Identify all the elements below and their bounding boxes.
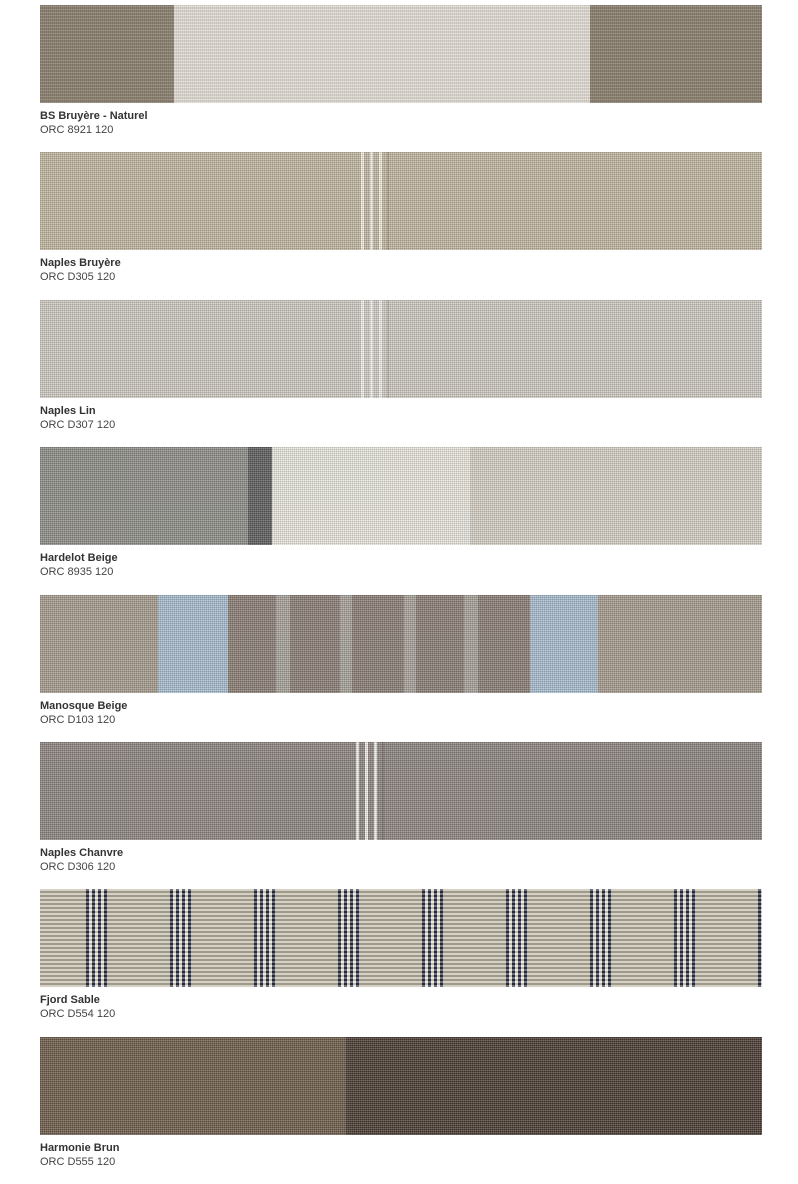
fabric-band bbox=[248, 447, 272, 545]
swatch-name: Manosque Beige bbox=[40, 699, 128, 712]
pinstripe bbox=[361, 300, 364, 398]
swatch-code: ORC D306 120 bbox=[40, 860, 116, 873]
fabric-band bbox=[272, 447, 470, 545]
swatch-item bbox=[40, 1037, 762, 1184]
pinstripe bbox=[379, 300, 382, 398]
pinstripe bbox=[387, 300, 389, 398]
swatch-name: Naples Lin bbox=[40, 404, 96, 417]
swatch-name: Hardelot Beige bbox=[40, 552, 118, 565]
swatch-caption bbox=[40, 1141, 762, 1169]
fabric-swatch-naples-lin[interactable] bbox=[40, 300, 762, 398]
pinstripe bbox=[356, 742, 359, 840]
pinstripe bbox=[276, 595, 290, 693]
swatch-item bbox=[40, 447, 762, 594]
fabric-band bbox=[598, 595, 762, 693]
pinstripe bbox=[361, 152, 364, 250]
swatch-name: Fjord Sable bbox=[40, 994, 100, 1007]
swatch-item bbox=[40, 300, 762, 447]
pinstripe bbox=[382, 742, 384, 840]
swatch-item bbox=[40, 595, 762, 742]
pinstripe bbox=[379, 152, 382, 250]
swatch-item bbox=[40, 742, 762, 889]
swatch-code: ORC D555 120 bbox=[40, 1155, 116, 1168]
fabric-swatch-bs-bruyere-naturel[interactable] bbox=[40, 5, 762, 103]
fabric-swatch-naples-chanvre[interactable] bbox=[40, 742, 762, 840]
swatch-caption bbox=[40, 109, 762, 137]
pinstripe bbox=[387, 152, 389, 250]
swatch-code: ORC D554 120 bbox=[40, 1008, 116, 1021]
swatch-code: ORC D305 120 bbox=[40, 271, 116, 284]
swatch-name: Naples Chanvre bbox=[40, 846, 124, 859]
fabric-band bbox=[470, 447, 762, 545]
fabric-band bbox=[346, 1037, 762, 1135]
fabric-band bbox=[174, 5, 590, 103]
pinstripe bbox=[404, 595, 416, 693]
swatch-code: ORC D307 120 bbox=[40, 418, 116, 431]
fabric-band bbox=[40, 447, 248, 545]
fabric-swatch-list bbox=[40, 5, 762, 1184]
swatch-code: ORC 8935 120 bbox=[40, 566, 114, 579]
swatch-code: ORC D103 120 bbox=[40, 713, 116, 726]
fabric-swatch-harmonie-brun[interactable] bbox=[40, 1037, 762, 1135]
swatch-caption bbox=[40, 993, 762, 1021]
fabric-band bbox=[530, 595, 598, 693]
swatch-item bbox=[40, 889, 762, 1036]
swatch-name: Naples Bruyère bbox=[40, 257, 121, 270]
fabric-band bbox=[40, 1037, 346, 1135]
fabric-swatch-manosque-beige[interactable] bbox=[40, 595, 762, 693]
fabric-swatch-naples-bruyere[interactable] bbox=[40, 152, 762, 250]
fabric-band bbox=[40, 152, 762, 250]
fabric-band bbox=[228, 595, 530, 693]
pinstripe bbox=[365, 742, 368, 840]
swatch-item bbox=[40, 5, 762, 152]
pinstripe bbox=[370, 152, 373, 250]
pinstripe bbox=[340, 595, 352, 693]
swatch-code: ORC 8921 120 bbox=[40, 124, 114, 136]
pinstripe bbox=[464, 595, 478, 693]
swatch-caption bbox=[40, 256, 762, 284]
swatch-caption bbox=[40, 404, 762, 432]
swatch-caption bbox=[40, 699, 762, 727]
swatch-caption bbox=[40, 846, 762, 874]
swatch-item bbox=[40, 152, 762, 299]
pinstripe bbox=[374, 742, 377, 840]
fabric-band bbox=[40, 300, 762, 398]
fabric-swatch-fjord-sable[interactable] bbox=[40, 889, 762, 987]
fabric-band bbox=[158, 595, 228, 693]
swatch-name: Harmonie Brun bbox=[40, 1141, 120, 1154]
fabric-swatch-hardelot-beige[interactable] bbox=[40, 447, 762, 545]
swatch-caption bbox=[40, 551, 762, 579]
fabric-band bbox=[40, 889, 762, 987]
swatch-name: BS Bruyère - Naturel bbox=[40, 110, 148, 122]
fabric-band bbox=[40, 742, 762, 840]
pinstripe bbox=[370, 300, 373, 398]
